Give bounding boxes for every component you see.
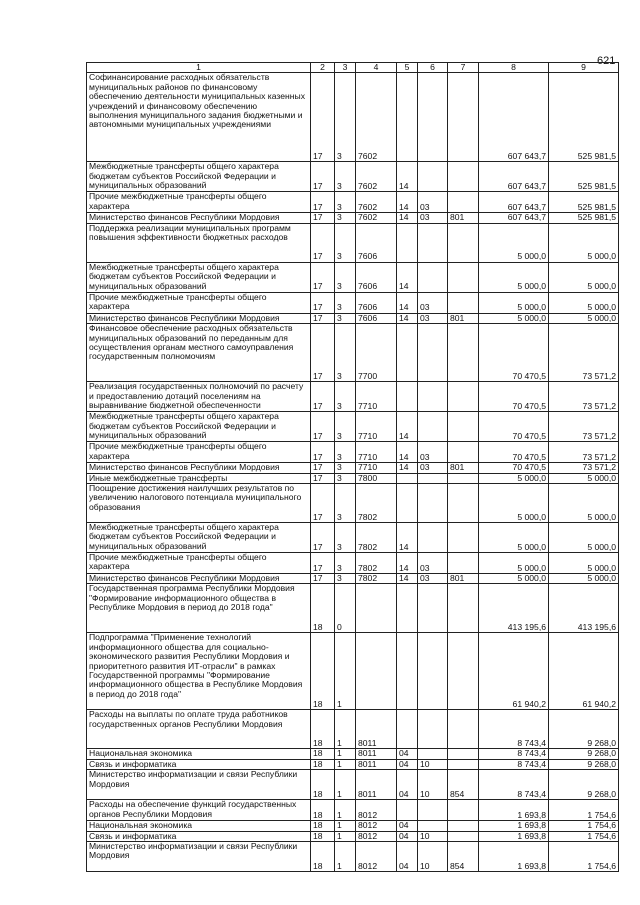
cell-code-5: 03 [418,313,448,323]
cell-amount-1: 1 693,8 [479,821,549,831]
cell-code-5 [418,382,448,412]
cell-amount-1: 8 743,4 [479,759,549,769]
cell-code-2: 3 [335,382,356,412]
cell-code-5 [418,262,448,292]
cell-code-6 [448,292,479,313]
cell-code-3: 7802 [356,523,397,553]
cell-code-4 [397,223,418,262]
row-description: Связь и информатика [87,759,311,769]
cell-amount-2: 5 000,0 [549,574,619,584]
column-header: 3 [335,63,356,73]
row-description: Межбюджетные трансферты общего характера бюджетам субъектов Российской Федерации и муниципальных образований [87,523,311,553]
cell-code-4: 14 [397,412,418,442]
cell-code-1: 17 [311,473,335,483]
cell-code-5: 03 [418,292,448,313]
cell-code-1: 18 [311,831,335,841]
cell-code-5: 03 [418,192,448,213]
cell-code-4 [397,633,418,710]
table-row [87,442,619,463]
cell-amount-1: 607 643,7 [479,213,549,223]
cell-code-3: 7710 [356,412,397,442]
cell-code-2: 3 [335,73,356,162]
cell-code-3: 7710 [356,463,397,473]
cell-code-5 [418,412,448,442]
row-description: Реализация государственных полномочий по расчету и предоставлению дотаций поселениям на выравнивание бюджетной обеспеченности [87,382,311,412]
cell-amount-1: 5 000,0 [479,553,549,574]
cell-code-1: 17 [311,292,335,313]
cell-amount-1: 5 000,0 [479,292,549,313]
cell-amount-1: 8 743,4 [479,710,549,749]
cell-code-4 [397,73,418,162]
table-row [87,463,619,473]
cell-amount-2: 5 000,0 [549,523,619,553]
budget-table-body [87,63,619,872]
column-header: 8 [479,63,549,73]
row-description: Подпрограмма "Применение технологий информационного общества для социально-экономического развития Республики Мордовия и приоритетного развития ИТ-отрасли" в рамках Государственной программы "Формирование информационного общества в Республике Мордовия в период до 2018 года" [87,633,311,710]
cell-code-5: 10 [418,770,448,800]
cell-code-6: 854 [448,842,479,872]
row-description: Министерство финансов Республики Мордовия [87,463,311,473]
cell-code-1: 17 [311,412,335,442]
row-description: Прочие межбюджетные трансферты общего характера [87,292,311,313]
cell-code-1: 17 [311,484,335,523]
cell-amount-2: 1 754,6 [549,842,619,872]
cell-amount-2: 1 754,6 [549,800,619,821]
cell-code-6: 801 [448,463,479,473]
row-description: Поддержка реализации муниципальных программ повышения эффективности бюджетных расходов [87,223,311,262]
cell-code-1: 17 [311,463,335,473]
cell-code-6 [448,473,479,483]
cell-code-3: 8012 [356,800,397,821]
cell-code-2: 3 [335,262,356,292]
cell-code-5 [418,223,448,262]
table-row [87,313,619,323]
row-description: Поощрение достижения наилучших результатов по увеличению налогового потенциала муниципального образования [87,484,311,523]
cell-code-4: 14 [397,442,418,463]
cell-code-3: 7606 [356,223,397,262]
column-header: 7 [448,63,479,73]
cell-amount-2: 5 000,0 [549,223,619,262]
row-description: Национальная экономика [87,821,311,831]
cell-amount-2: 9 268,0 [549,770,619,800]
cell-code-3: 7606 [356,313,397,323]
table-row [87,584,619,633]
cell-amount-1: 70 470,5 [479,324,549,382]
cell-code-2: 3 [335,463,356,473]
table-row [87,292,619,313]
table-row [87,710,619,749]
cell-code-5 [418,324,448,382]
cell-amount-2: 5 000,0 [549,473,619,483]
cell-code-5: 03 [418,574,448,584]
page-number: 621 [597,55,616,67]
table-row [87,523,619,553]
cell-code-2: 3 [335,313,356,323]
table-row [87,213,619,223]
cell-code-5: 10 [418,759,448,769]
cell-code-4: 04 [397,842,418,872]
cell-code-2: 0 [335,584,356,633]
row-description: Министерство финансов Республики Мордовия [87,213,311,223]
cell-code-1: 17 [311,313,335,323]
cell-code-1: 18 [311,800,335,821]
cell-code-5 [418,584,448,633]
cell-code-5 [418,633,448,710]
cell-amount-2: 9 268,0 [549,759,619,769]
cell-code-3: 7800 [356,473,397,483]
cell-code-3 [356,633,397,710]
cell-amount-2: 73 571,2 [549,442,619,463]
cell-code-1: 17 [311,382,335,412]
cell-amount-1: 607 643,7 [479,73,549,162]
cell-code-6 [448,262,479,292]
cell-code-2: 3 [335,192,356,213]
cell-code-6 [448,831,479,841]
cell-code-1: 17 [311,523,335,553]
cell-code-2: 1 [335,800,356,821]
cell-amount-2: 5 000,0 [549,262,619,292]
cell-code-5 [418,821,448,831]
cell-amount-2: 9 268,0 [549,749,619,759]
cell-amount-1: 70 470,5 [479,463,549,473]
cell-code-3: 7602 [356,213,397,223]
row-description: Межбюджетные трансферты общего характера бюджетам субъектов Российской Федерации и муниципальных образований [87,162,311,192]
cell-code-1: 18 [311,633,335,710]
cell-amount-1: 61 940,2 [479,633,549,710]
cell-amount-1: 1 693,8 [479,831,549,841]
cell-code-4: 04 [397,770,418,800]
row-description: Расходы на выплаты по оплате труда работников государственных органов Республики Мордовия [87,710,311,749]
cell-code-1: 17 [311,73,335,162]
cell-amount-2: 61 940,2 [549,633,619,710]
cell-code-2: 3 [335,324,356,382]
cell-code-1: 17 [311,213,335,223]
table-row [87,223,619,262]
cell-code-5: 03 [418,442,448,463]
cell-amount-1: 5 000,0 [479,262,549,292]
cell-code-4: 14 [397,292,418,313]
cell-amount-2: 5 000,0 [549,484,619,523]
cell-code-4 [397,473,418,483]
cell-amount-1: 1 693,8 [479,800,549,821]
cell-code-2: 3 [335,473,356,483]
cell-code-1: 17 [311,324,335,382]
row-description: Национальная экономика [87,749,311,759]
cell-amount-2: 73 571,2 [549,382,619,412]
cell-code-4: 04 [397,821,418,831]
cell-code-4: 14 [397,262,418,292]
cell-code-4 [397,710,418,749]
cell-code-4 [397,324,418,382]
table-row [87,831,619,841]
cell-amount-1: 5 000,0 [479,523,549,553]
cell-code-4: 04 [397,749,418,759]
cell-code-4 [397,484,418,523]
cell-amount-2: 413 195,6 [549,584,619,633]
row-description: Связь и информатика [87,831,311,841]
row-description: Прочие межбюджетные трансферты общего характера [87,192,311,213]
cell-code-3: 8011 [356,759,397,769]
cell-code-4: 14 [397,463,418,473]
table-row [87,262,619,292]
cell-code-3: 7710 [356,382,397,412]
table-row [87,324,619,382]
cell-code-1: 17 [311,553,335,574]
cell-code-5 [418,749,448,759]
table-row [87,382,619,412]
cell-amount-1: 5 000,0 [479,484,549,523]
cell-code-4: 14 [397,574,418,584]
table-row [87,800,619,821]
cell-code-2: 1 [335,831,356,841]
cell-code-2: 3 [335,412,356,442]
cell-amount-2: 73 571,2 [549,324,619,382]
cell-amount-1: 5 000,0 [479,313,549,323]
cell-amount-1: 1 693,8 [479,842,549,872]
cell-amount-2: 5 000,0 [549,292,619,313]
cell-code-2: 3 [335,223,356,262]
table-row [87,770,619,800]
cell-amount-2: 73 571,2 [549,463,619,473]
column-header: 2 [311,63,335,73]
cell-code-2: 1 [335,842,356,872]
cell-code-2: 3 [335,484,356,523]
cell-amount-1: 607 643,7 [479,192,549,213]
cell-code-5: 10 [418,831,448,841]
cell-code-6 [448,162,479,192]
cell-code-6 [448,484,479,523]
cell-code-6 [448,759,479,769]
cell-code-2: 3 [335,523,356,553]
cell-amount-1: 70 470,5 [479,412,549,442]
table-row [87,842,619,872]
cell-code-2: 3 [335,292,356,313]
cell-code-2: 1 [335,770,356,800]
cell-code-1: 17 [311,192,335,213]
cell-code-4: 14 [397,192,418,213]
column-header: 1 [87,63,311,73]
cell-code-6 [448,523,479,553]
cell-code-6 [448,412,479,442]
cell-code-4: 04 [397,759,418,769]
cell-code-2: 1 [335,821,356,831]
table-row [87,473,619,483]
cell-code-6 [448,710,479,749]
row-description: Финансовое обеспечение расходных обязательств муниципальных образований по переданным для осуществления органам местного самоуправления государственным полномочиям [87,324,311,382]
row-description: Межбюджетные трансферты общего характера бюджетам субъектов Российской Федерации и муниципальных образований [87,262,311,292]
cell-code-6 [448,633,479,710]
table-row [87,192,619,213]
cell-code-4 [397,584,418,633]
row-description: Министерство информатизации и связи Республики Мордовия [87,842,311,872]
table-row [87,412,619,442]
cell-code-4 [397,382,418,412]
cell-code-6 [448,192,479,213]
row-description: Расходы на обеспечение функций государственных органов Республики Мордовия [87,800,311,821]
cell-code-6 [448,73,479,162]
cell-amount-2: 9 268,0 [549,710,619,749]
row-description: Софинансирование расходных обязательств муниципальных районов по финансовому обеспечению деятельности муниципальных казенных учреждений и финансовому обеспечению выполнения муниципального задания бюджетными и автономными муниципальных учреждениями [87,73,311,162]
cell-amount-1: 607 643,7 [479,162,549,192]
budget-table [86,62,619,872]
cell-code-6: 801 [448,313,479,323]
table-header-row [87,63,619,73]
cell-code-3: 7710 [356,442,397,463]
cell-code-5: 03 [418,213,448,223]
cell-amount-1: 5 000,0 [479,223,549,262]
column-header: 9 [549,63,619,73]
cell-code-1: 18 [311,584,335,633]
cell-code-5 [418,73,448,162]
cell-code-6 [448,800,479,821]
cell-amount-2: 5 000,0 [549,313,619,323]
cell-code-1: 17 [311,262,335,292]
cell-code-3: 7802 [356,574,397,584]
cell-code-1: 18 [311,710,335,749]
cell-amount-2: 525 981,5 [549,73,619,162]
cell-amount-2: 5 000,0 [549,553,619,574]
cell-code-2: 3 [335,162,356,192]
cell-code-2: 1 [335,633,356,710]
cell-code-5 [418,800,448,821]
cell-code-2: 1 [335,749,356,759]
cell-code-3: 8011 [356,770,397,800]
cell-code-5: 10 [418,842,448,872]
cell-amount-2: 1 754,6 [549,821,619,831]
cell-code-6 [448,382,479,412]
cell-code-1: 18 [311,770,335,800]
cell-code-3: 7602 [356,162,397,192]
table-row [87,574,619,584]
row-description: Иные межбюджетные трансферты [87,473,311,483]
cell-code-3: 8011 [356,749,397,759]
cell-code-2: 1 [335,710,356,749]
cell-amount-2: 525 981,5 [549,192,619,213]
cell-code-5: 03 [418,463,448,473]
cell-code-1: 18 [311,759,335,769]
cell-code-3: 7602 [356,73,397,162]
cell-code-3: 8012 [356,842,397,872]
cell-code-4: 04 [397,831,418,841]
cell-code-2: 3 [335,213,356,223]
cell-code-3: 8011 [356,710,397,749]
column-header: 6 [418,63,448,73]
cell-code-1: 17 [311,223,335,262]
cell-code-2: 3 [335,442,356,463]
cell-code-1: 18 [311,749,335,759]
cell-amount-1: 5 000,0 [479,473,549,483]
cell-amount-1: 8 743,4 [479,770,549,800]
column-header: 4 [356,63,397,73]
cell-code-6 [448,442,479,463]
cell-code-5 [418,484,448,523]
cell-code-3 [356,584,397,633]
cell-amount-2: 73 571,2 [549,412,619,442]
cell-code-2: 1 [335,759,356,769]
row-description: Прочие межбюджетные трансферты общего характера [87,442,311,463]
cell-code-3: 7802 [356,553,397,574]
cell-code-3: 7606 [356,292,397,313]
cell-amount-1: 8 743,4 [479,749,549,759]
cell-amount-2: 525 981,5 [549,162,619,192]
cell-amount-2: 525 981,5 [549,213,619,223]
cell-amount-1: 70 470,5 [479,382,549,412]
table-row [87,749,619,759]
cell-code-1: 17 [311,162,335,192]
cell-code-5 [418,523,448,553]
cell-code-5 [418,162,448,192]
cell-code-6: 854 [448,770,479,800]
cell-code-2: 3 [335,574,356,584]
cell-code-3: 7802 [356,484,397,523]
row-description: Межбюджетные трансферты общего характера бюджетам субъектов Российской Федерации и муниципальных образований [87,412,311,442]
cell-code-3: 8012 [356,821,397,831]
cell-code-1: 17 [311,442,335,463]
cell-code-6 [448,553,479,574]
table-row [87,162,619,192]
cell-amount-1: 5 000,0 [479,574,549,584]
cell-code-5 [418,710,448,749]
cell-code-4: 14 [397,553,418,574]
cell-code-1: 17 [311,574,335,584]
cell-code-4 [397,800,418,821]
cell-code-2: 3 [335,553,356,574]
cell-code-6 [448,821,479,831]
cell-code-4: 14 [397,213,418,223]
cell-code-6 [448,584,479,633]
cell-code-3: 7700 [356,324,397,382]
cell-code-6 [448,324,479,382]
cell-code-4: 14 [397,162,418,192]
table-row [87,821,619,831]
row-description: Министерство финансов Республики Мордовия [87,574,311,584]
cell-code-4: 14 [397,313,418,323]
table-row [87,73,619,162]
cell-amount-2: 1 754,6 [549,831,619,841]
cell-code-1: 18 [311,821,335,831]
cell-amount-1: 413 195,6 [479,584,549,633]
cell-code-6: 801 [448,213,479,223]
row-description: Государственная программа Республики Мордовия "Формирование информационного общества в Республике Мордовия в период до 2018 года" [87,584,311,633]
cell-code-3: 8012 [356,831,397,841]
row-description: Министерство финансов Республики Мордовия [87,313,311,323]
table-row [87,484,619,523]
cell-code-5: 03 [418,553,448,574]
column-header: 5 [397,63,418,73]
cell-code-5 [418,473,448,483]
cell-code-3: 7602 [356,192,397,213]
cell-code-3: 7606 [356,262,397,292]
table-row [87,553,619,574]
cell-code-1: 18 [311,842,335,872]
row-description: Министерство информатизации и связи Республики Мордовия [87,770,311,800]
cell-code-6 [448,749,479,759]
cell-code-6 [448,223,479,262]
row-description: Прочие межбюджетные трансферты общего характера [87,553,311,574]
cell-code-4: 14 [397,523,418,553]
cell-code-6: 801 [448,574,479,584]
table-row [87,633,619,710]
cell-amount-1: 70 470,5 [479,442,549,463]
table-row [87,759,619,769]
